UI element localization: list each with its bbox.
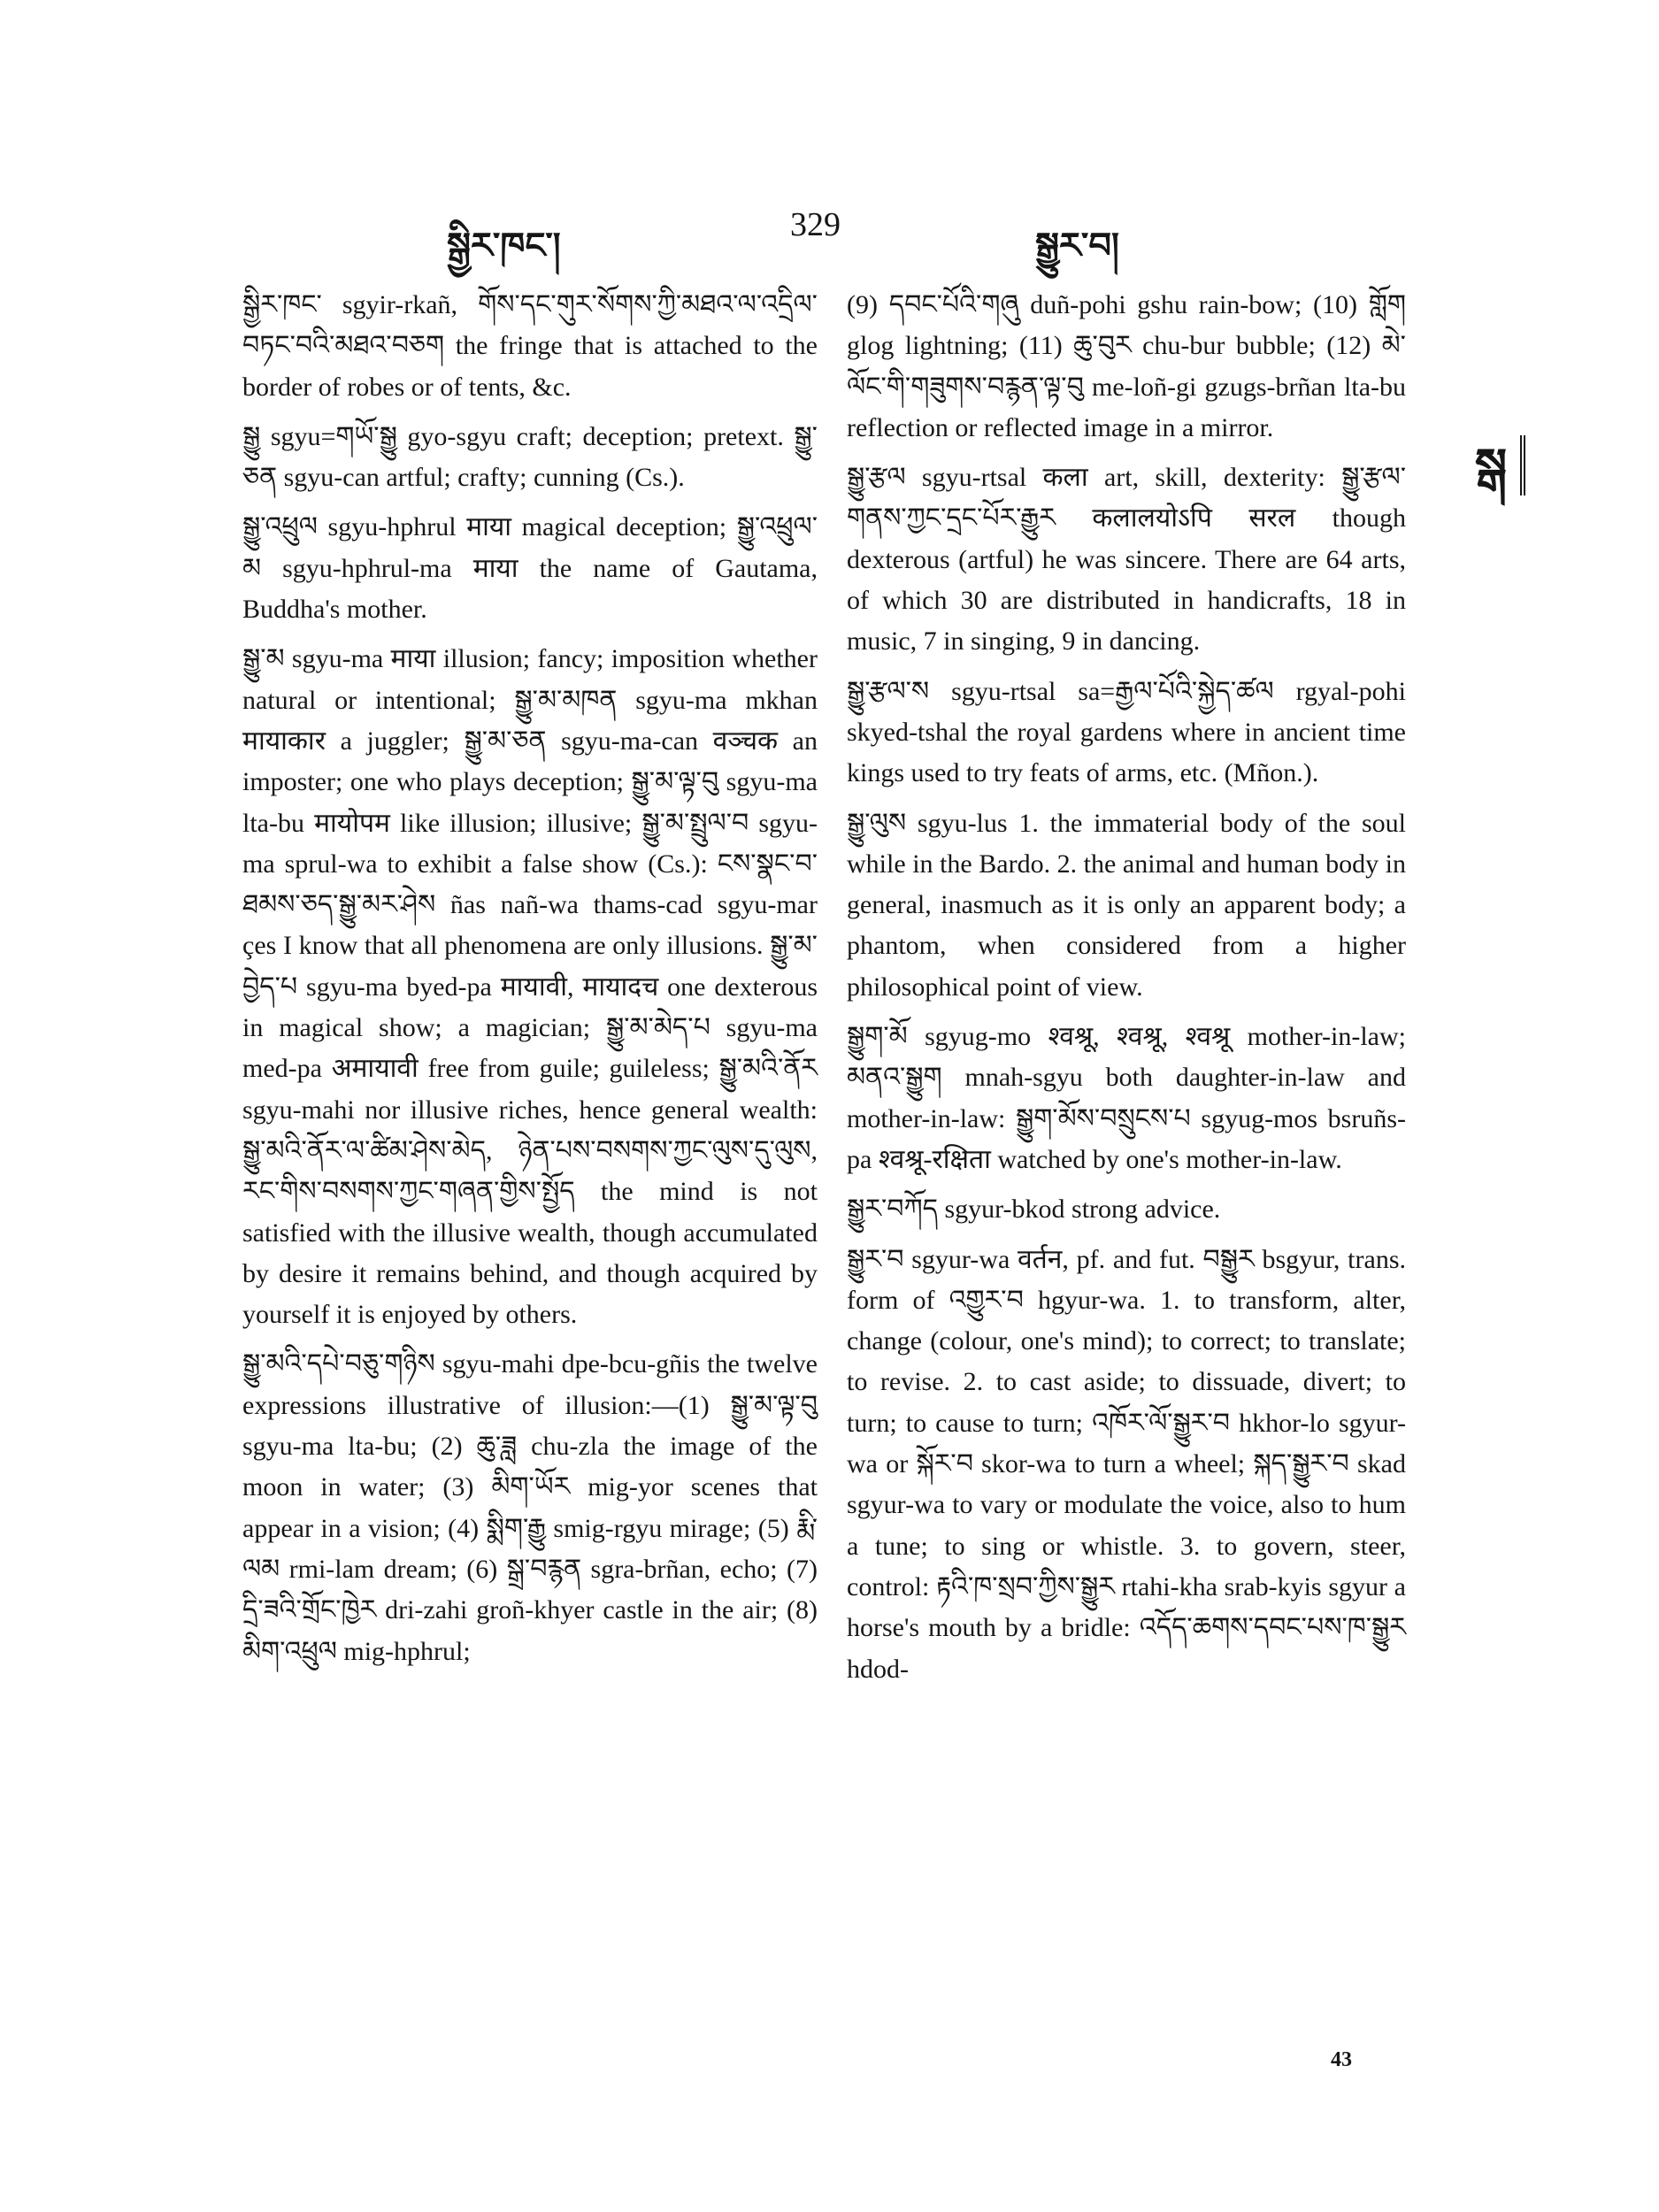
entry-sgyug-mo: སྒྱུག་མོ sgyug-mo श्वश्रू, श्वश्रू, श्वश्रू mother-in-law; མནའ་སྒྱུག mnah-sgyu both daughter-in-law and mother-in-law: སྒྱུག་མོས་བསྲུངས་པ sgyug-mos bsruñs-pa श्वश्रू-रक्षिता watched by one's mother-in-law.: [847, 1022, 1406, 1174]
entry-sgyur-bkod: སྒྱུར་བཀོད sgyur-bkod strong advice.: [847, 1194, 1221, 1225]
entry-sgyu-lus: སྒྱུ་ལུས sgyu-lus 1. the immaterial body of the soul while in the Bardo. 2. the animal and human body in general, inasmuch as it is only an apparent body; a phantom, when considered from a higher philosophical point of view.: [847, 808, 1406, 1002]
running-header: [0, 205, 1659, 266]
page-number: 329: [790, 206, 841, 243]
entry-sgyu: སྒྱུ sgyu=གཡོ་སྒྱུ gyo-sgyu craft; deception; pretext. སྒྱུ་ཅན sgyu-can artful; crafty; cunning (Cs.).: [242, 421, 818, 493]
entry-sgyu-hphrul: སྒྱུ་འཕྲུལ sgyu-hphrul माया magical deception; སྒྱུ་འཕྲུལ་མ sgyu-hphrul-ma माया the name of Gautama, Buddha's mother.: [242, 512, 818, 625]
entry-sgyir-rkan: སྒྱིར་ཁང་ sgyir-rkañ, གོས་དང་གུར་སོགས་ཀྱི་མཐའ་ལ་འདྲིལ་བཏང་བའི་མཐའ་བཅག the fringe that is attached to the border of robes or of tents, &c.: [242, 290, 818, 402]
entry-continuation: (9) དབང་པོའི་གཞུ duñ-pohi gshu rain-bow; (10) གློག glog lightning; (11) ཆུ་བུར chu-bur bubble; (12) མེ་ལོང་གི་གཟུགས་བརྙན་ལྟ་བུ me-loñ-gi gzugs-brñan lta-bu reflection or reflected image in a mirror.: [847, 290, 1406, 442]
signature-mark: 43: [1331, 2048, 1352, 2071]
left-column: [242, 285, 818, 1681]
thumb-index-tab: སྒ: [1462, 435, 1525, 495]
entry-sgyu-rtsal-sa: སྒྱུ་རྩལ་ས sgyu-rtsal sa=རྒྱལ་པོའི་སྐྱེད་ཚལ rgyal-pohi skyed-tshal the royal gardens where in ancient time kings used to try feats of arms, etc. (Mñon.).: [847, 676, 1406, 788]
right-column: [847, 285, 1406, 1699]
entry-sgyur-wa: སྒྱུར་བ sgyur-wa वर्तन, pf. and fut. བསྒྱུར bsgyur, trans. form of འགྱུར་བ hgyur-wa. 1. to transform, alter, change (colour, one's mind); to correct; to translate; to revise. 2. to cast aside; to dissuade, divert; to turn; to cause to turn; འཁོར་ལོ་སྒྱུར་བ hkhor-lo sgyur-wa or སྐོར་བ skor-wa to turn a wheel; སྐད་སྒྱུར་བ skad sgyur-wa to vary or modulate the voice, also to hum a tune; to sing or whistle. 3. to govern, steer, control: རྟའི་ཁ་སྲབ་ཀྱིས་སྒྱུར rtahi-kha srab-kyis sgyur a horse's mouth by a bridle: འདོད་ཆགས་དབང་པས་ཁ་སྒྱུར hdod-: [847, 1244, 1406, 1684]
entry-sgyu-ma: སྒྱུ་མ sgyu-ma माया illusion; fancy; imposition whether natural or intentional; སྒྱུ་མ་མཁན sgyu-ma mkhan मायाकार a juggler; སྒྱུ་མ་ཅན sgyu-ma-can वञ्चक an imposter; one who plays deception; སྒྱུ་མ་ལྟ་བུ sgyu-ma lta-bu मायोपम like illusion; illusive; སྒྱུ་མ་སྤྲུལ་བ sgyu-ma sprul-wa to exhibit a false show (Cs.): ངས་སྣང་བ་ཐམས་ཅད་སྒྱུ་མར་ཤེས ñas nañ-wa thams-cad sgyu-mar çes I know that all phenomena are only illusions. སྒྱུ་མ་བྱེད་པ sgyu-ma byed-pa मायावी, मायादच one dexterous in magical show; a magician; སྒྱུ་མ་མེད་པ sgyu-ma med-pa अमायावी free from guile; guileless; སྒྱུ་མའི་ནོར sgyu-mahi nor illusive riches, hence general wealth: སྒྱུ་མའི་ནོར་ལ་ཚིམ་ཤེས་མེད, ཉེན་པས་བསགས་ཀྱང་ལུས་དུ་ལུས, རང་གིས་བསགས་ཀྱང་གཞན་གྱིས་སྤྱོད the mind is not satisfied with the illusive wealth, though accumulated by desire it remains behind, and though acquired by yourself it is enjoyed by others.: [242, 644, 818, 1330]
entry-sgyu-rtsal: སྒྱུ་རྩལ sgyu-rtsal कला art, skill, dexterity: སྒྱུ་རྩལ་གནས་ཀྱང་དྲང་པོར་རྒྱུར कलालयोऽपि सरल though dexterous (artful) he was sincere. There are 64 arts, of which 30 are distributed in handicrafts, 18 in music, 7 in singing, 9 in dancing.: [847, 463, 1406, 657]
entry-sgyu-mahi-dpe: སྒྱུ་མའི་དཔེ་བཅུ་གཉིས sgyu-mahi dpe-bcu-gñis the twelve expressions illustrative of illusion:—(1) སྒྱུ་མ་ལྟ་བུ sgyu-ma lta-bu; (2) ཆུ་ཟླ chu-zla the image of the moon in water; (3) མིག་ཡོར mig-yor scenes that appear in a vision; (4) སྨིག་རྒྱུ smig-rgyu mirage; (5) རྨི་ལམ rmi-lam dream; (6) སྒྲ་བརྙན sgra-brñan, echo; (7) དྲི་ཟའི་གྲོང་ཁྱེར dri-zahi groñ-khyer castle in the air; (8) མིག་འཕྲུལ mig-hphrul;: [242, 1349, 818, 1666]
header-right-word: སྒྱུར་བ།: [1035, 225, 1119, 266]
header-left-word: སྒྱིར་ཁང་།: [447, 225, 561, 266]
